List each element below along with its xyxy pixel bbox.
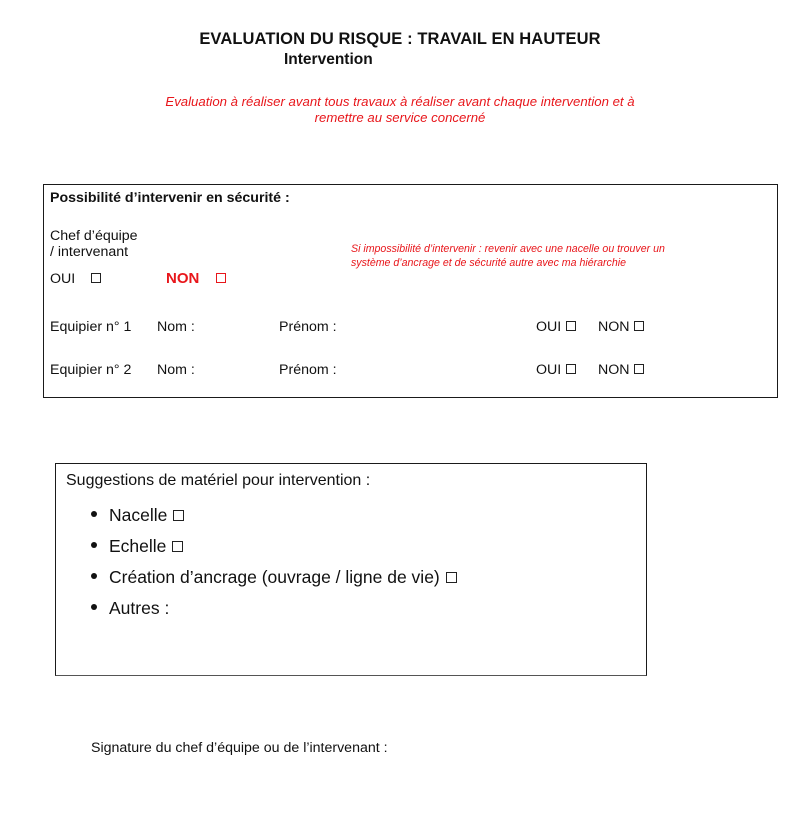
non-label: NON xyxy=(598,362,630,378)
chef-oui-option[interactable] xyxy=(50,271,101,287)
chef-oui-label: OUI xyxy=(50,271,76,287)
teammate-nom-field[interactable]: Nom : xyxy=(157,319,195,335)
oui-label: OUI xyxy=(536,319,562,335)
intro-instructions xyxy=(0,94,800,125)
non-checkbox[interactable] xyxy=(634,321,644,331)
oui-label: OUI xyxy=(536,362,562,378)
item-label: Echelle xyxy=(109,536,167,556)
intro-line-2: remettre au service concerné xyxy=(314,109,486,125)
page-title: EVALUATION DU RISQUE : TRAVAIL EN HAUTEUR xyxy=(199,30,601,48)
item-checkbox[interactable] xyxy=(172,541,183,552)
safety-note-line-1: Si impossibilité d’intervenir : revenir avec une nacelle ou trouver un xyxy=(351,243,665,255)
safety-note-line-2: système d’ancrage et de sécurité autre avec ma hiérarchie xyxy=(351,256,626,269)
item-checkbox[interactable] xyxy=(446,572,457,583)
equipment-item-ancrage[interactable] xyxy=(91,562,457,593)
intro-line-1: Evaluation à réaliser avant tous travaux à réaliser avant chaque intervention et à xyxy=(165,94,635,109)
equipment-item-echelle[interactable] xyxy=(91,531,457,562)
teammate-label: Equipier n° 1 xyxy=(50,319,132,335)
chef-label-line-1: Chef d’équipe xyxy=(50,228,138,244)
chef-non-option[interactable] xyxy=(166,270,226,287)
teammate-oui-option[interactable] xyxy=(536,362,576,378)
equipment-item-nacelle[interactable] xyxy=(91,500,457,531)
non-label: NON xyxy=(598,319,630,335)
item-label: Autres : xyxy=(109,598,170,618)
equipment-item-autres[interactable] xyxy=(91,593,457,624)
teammate-prenom-field[interactable]: Prénom : xyxy=(279,319,337,335)
item-label: Nacelle xyxy=(109,505,168,525)
chef-label xyxy=(50,228,138,260)
teammate-non-option[interactable] xyxy=(598,319,644,335)
bullet-icon xyxy=(91,573,97,579)
chef-label-line-2: / intervenant xyxy=(50,244,129,260)
non-checkbox[interactable] xyxy=(634,364,644,374)
chef-non-label: NON xyxy=(166,270,200,287)
chef-oui-checkbox[interactable] xyxy=(91,273,101,283)
oui-checkbox[interactable] xyxy=(566,321,576,331)
teammate-prenom-field[interactable]: Prénom : xyxy=(279,362,337,378)
page-subtitle: Intervention xyxy=(284,51,373,68)
equipment-heading: Suggestions de matériel pour intervention : xyxy=(66,472,371,489)
safety-note xyxy=(351,243,665,270)
bullet-icon xyxy=(91,511,97,517)
teammate-non-option[interactable] xyxy=(598,362,644,378)
oui-checkbox[interactable] xyxy=(566,364,576,374)
item-checkbox[interactable] xyxy=(173,510,184,521)
safety-heading: Possibilité d’intervenir en sécurité : xyxy=(50,190,290,206)
teammate-row-2 xyxy=(50,362,770,382)
teammate-label: Equipier n° 2 xyxy=(50,362,132,378)
signature-label: Signature du chef d’équipe ou de l’intervenant : xyxy=(91,740,388,756)
teammate-oui-option[interactable] xyxy=(536,319,576,335)
equipment-list xyxy=(91,500,457,624)
teammate-row-1 xyxy=(50,319,770,339)
teammate-nom-field[interactable]: Nom : xyxy=(157,362,195,378)
bullet-icon xyxy=(91,542,97,548)
item-label: Création d’ancrage (ouvrage / ligne de vie) xyxy=(109,567,440,587)
chef-non-checkbox[interactable] xyxy=(216,273,226,283)
bullet-icon xyxy=(91,604,97,610)
